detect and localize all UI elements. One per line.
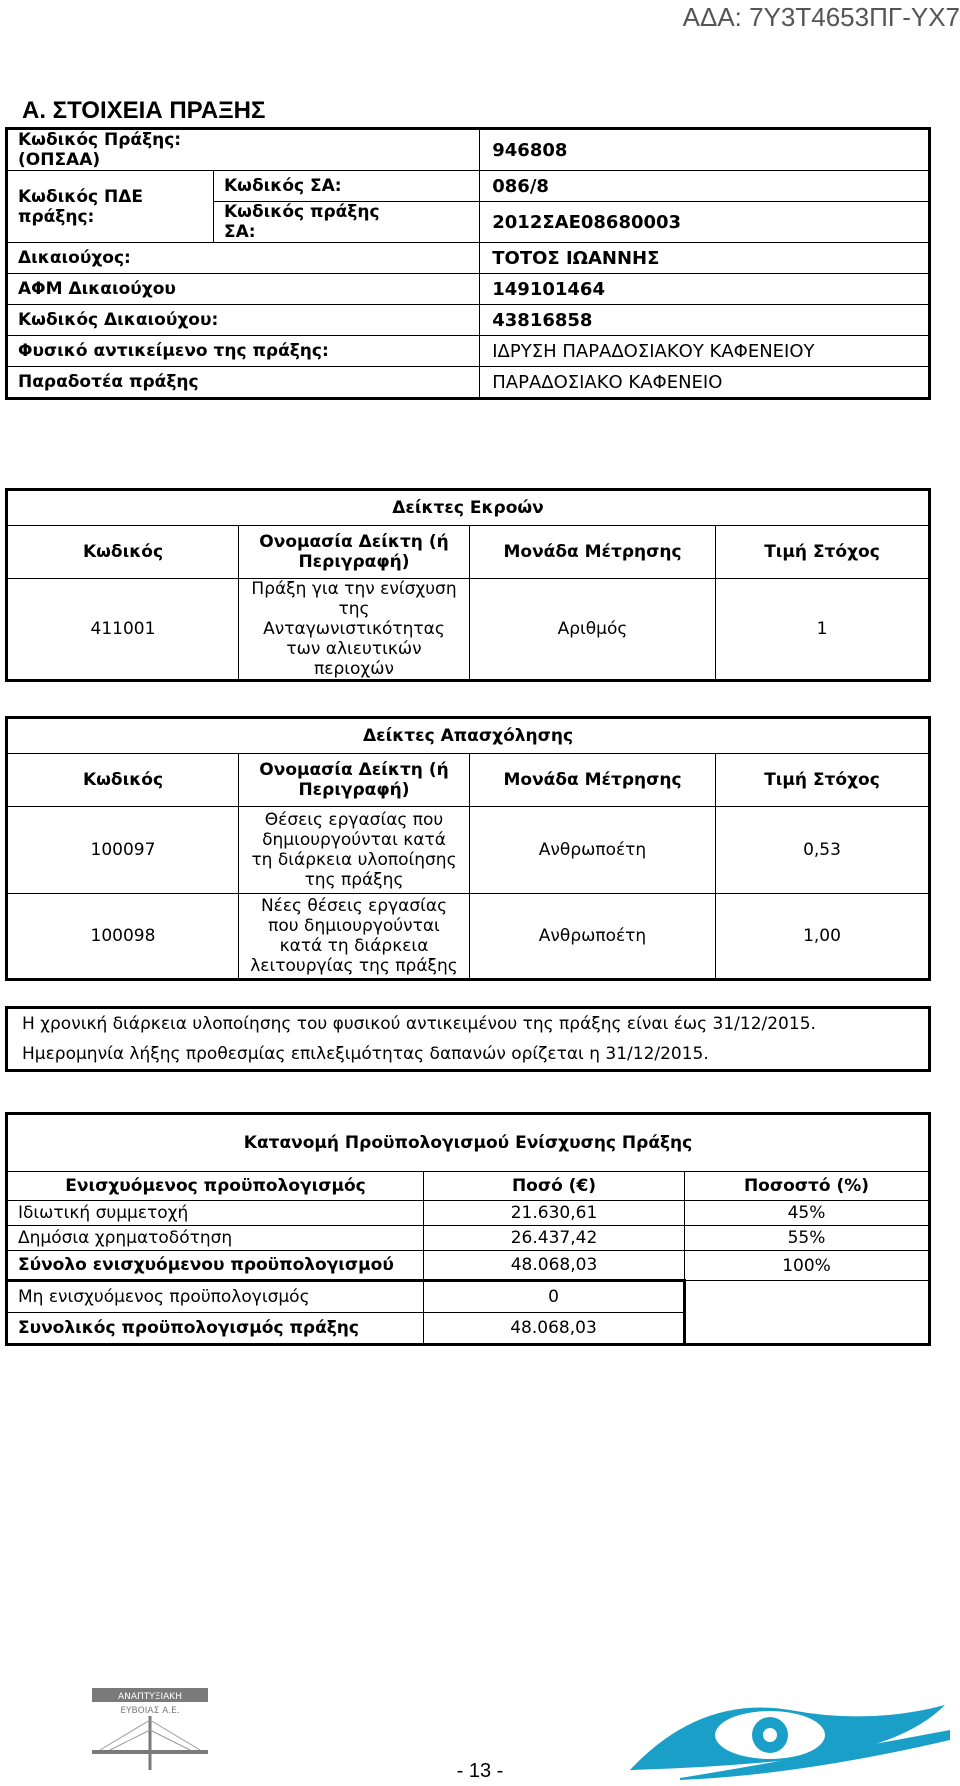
table-row [7,1251,930,1281]
total-label: Συνολικός προϋπολογισμός πράξης [7,1313,424,1345]
ada-code: ΑΔΑ: 7Υ3Τ4653ΠΓ-ΥΧ7 [682,2,960,32]
budget-percent: 100% [685,1251,930,1281]
deliverables-label: Παραδοτέα πράξης [7,367,480,399]
budget-table [5,1112,931,1346]
total-amount: 48.068,03 [424,1313,685,1345]
pde-label: Κωδικός ΠΔΕ πράξης: [7,171,214,243]
eye-logo [620,1690,955,1782]
table-row [7,1281,930,1313]
output-indicators-table [5,488,931,682]
header-unit: Μονάδα Μέτρησης [470,754,716,807]
budget-header-amount: Ποσό (€) [424,1172,685,1201]
budget-label: Δημόσια χρηματοδότηση [7,1226,424,1251]
svg-text:ΕΥΒΟΙΑΣ Α.Ε.: ΕΥΒΟΙΑΣ Α.Ε. [120,1706,180,1716]
budget-amount: 21.630,61 [424,1201,685,1226]
code-label: Κωδικός Πράξης: (ΟΠΣΑΑ) [7,129,480,171]
anaptyxiaki-evoias-logo [90,1680,210,1775]
row-beneficiary-code [7,305,930,336]
afm-label: ΑΦΜ Δικαιούχου [7,274,480,305]
indicator-code: 100098 [7,894,239,980]
budget-amount: 26.437,42 [424,1226,685,1251]
indicator-unit: Ανθρωποέτη [470,807,716,894]
table-row [7,1313,930,1345]
section-title: Α. ΣΤΟΙΧΕΙΑ ΠΡΑΞΗΣ [22,97,266,124]
header-code: Κωδικός [7,754,239,807]
table-row [7,1201,930,1226]
row-sa [7,171,930,202]
page-number: - 13 - [456,1760,504,1782]
indicator-target: 1 [716,579,930,681]
row-deliverables [7,367,930,399]
deadline-note: Ημερομηνία λήξης προθεσμίας επιλεξιμότητας δαπανών ορίζεται η 31/12/2015. [22,1044,709,1064]
beneficiary-label: Δικαιούχος: [7,243,480,274]
budget-header-label: Ενισχυόμενος προϋπολογισμός [7,1172,424,1201]
table-row [7,579,930,681]
beneficiary-value: ΤΟΤΟΣ ΙΩΑΝΝΗΣ [480,243,930,274]
table-row [7,894,930,980]
table-row [7,1226,930,1251]
employment-indicators-table [5,716,931,981]
row-code [7,129,930,171]
unsupported-label: Μη ενισχυόμενος προϋπολογισμός [7,1281,424,1313]
header-unit: Μονάδα Μέτρησης [470,526,716,579]
budget-percent: 45% [685,1201,930,1226]
budget-label: Σύνολο ενισχυόμενου προϋπολογισμού [7,1251,424,1281]
header-target: Τιμή Στόχος [716,754,930,807]
object-value: ΙΔΡΥΣΗ ΠΑΡΑΔΟΣΙΑΚΟΥ ΚΑΦΕΝΕΙΟΥ [480,336,930,367]
row-afm [7,274,930,305]
duration-notes [5,1006,931,1072]
employment-indicators-title: Δείκτες Απασχόλησης [7,718,930,754]
budget-title: Κατανομή Προϋπολογισμού Ενίσχυσης Πράξης [7,1114,930,1172]
object-label: Φυσικό αντικείμενο της πράξης: [7,336,480,367]
details-table [5,127,931,400]
budget-label: Ιδιωτική συμμετοχή [7,1201,424,1226]
budget-header-percent: Ποσοστό (%) [685,1172,930,1201]
sa-value: 086/8 [480,171,930,202]
code-value: 946808 [480,129,930,171]
table-row [7,807,930,894]
sa-praxis-label: Κωδικός πράξης ΣΑ: [214,202,480,243]
indicator-target: 0,53 [716,807,930,894]
svg-text:ΑΝΑΠΤΥΞΙΑΚΗ: ΑΝΑΠΤΥΞΙΑΚΗ [118,1692,182,1702]
header-name: Ονομασία Δείκτη (ή Περιγραφή) [239,754,470,807]
beneficiary-code-label: Κωδικός Δικαιούχου: [7,305,480,336]
indicator-code: 100097 [7,807,239,894]
beneficiary-code-value: 43816858 [480,305,930,336]
unsupported-amount: 0 [424,1281,685,1313]
indicator-name: Θέσεις εργασίας που δημιουργούνται κατά τη διάρκεια υλοποίησης της πράξης [239,807,470,894]
indicator-target: 1,00 [716,894,930,980]
indicator-code: 411001 [7,579,239,681]
sa-label: Κωδικός ΣΑ: [214,171,480,202]
afm-value: 149101464 [480,274,930,305]
indicator-unit: Αριθμός [470,579,716,681]
indicator-name: Πράξη για την ενίσχυση της Ανταγωνιστικότητας των αλιευτικών περιοχών [239,579,470,681]
indicator-name: Νέες θέσεις εργασίας που δημιουργούνται κατά τη διάρκεια λειτουργίας της πράξης [239,894,470,980]
deliverables-value: ΠΑΡΑΔΟΣΙΑΚΟ ΚΑΦΕΝΕΙΟ [480,367,930,399]
budget-percent: 55% [685,1226,930,1251]
sa-praxis-value: 2012ΣΑΕ08680003 [480,202,930,243]
header-code: Κωδικός [7,526,239,579]
output-indicators-title: Δείκτες Εκροών [7,490,930,526]
header-name: Ονομασία Δείκτη (ή Περιγραφή) [239,526,470,579]
duration-note: Η χρονική διάρκεια υλοποίησης του φυσικού αντικειμένου της πράξης είναι έως 31/12/2015. [22,1014,816,1034]
row-beneficiary [7,243,930,274]
budget-amount: 48.068,03 [424,1251,685,1281]
row-object [7,336,930,367]
header-target: Τιμή Στόχος [716,526,930,579]
indicator-unit: Ανθρωποέτη [470,894,716,980]
